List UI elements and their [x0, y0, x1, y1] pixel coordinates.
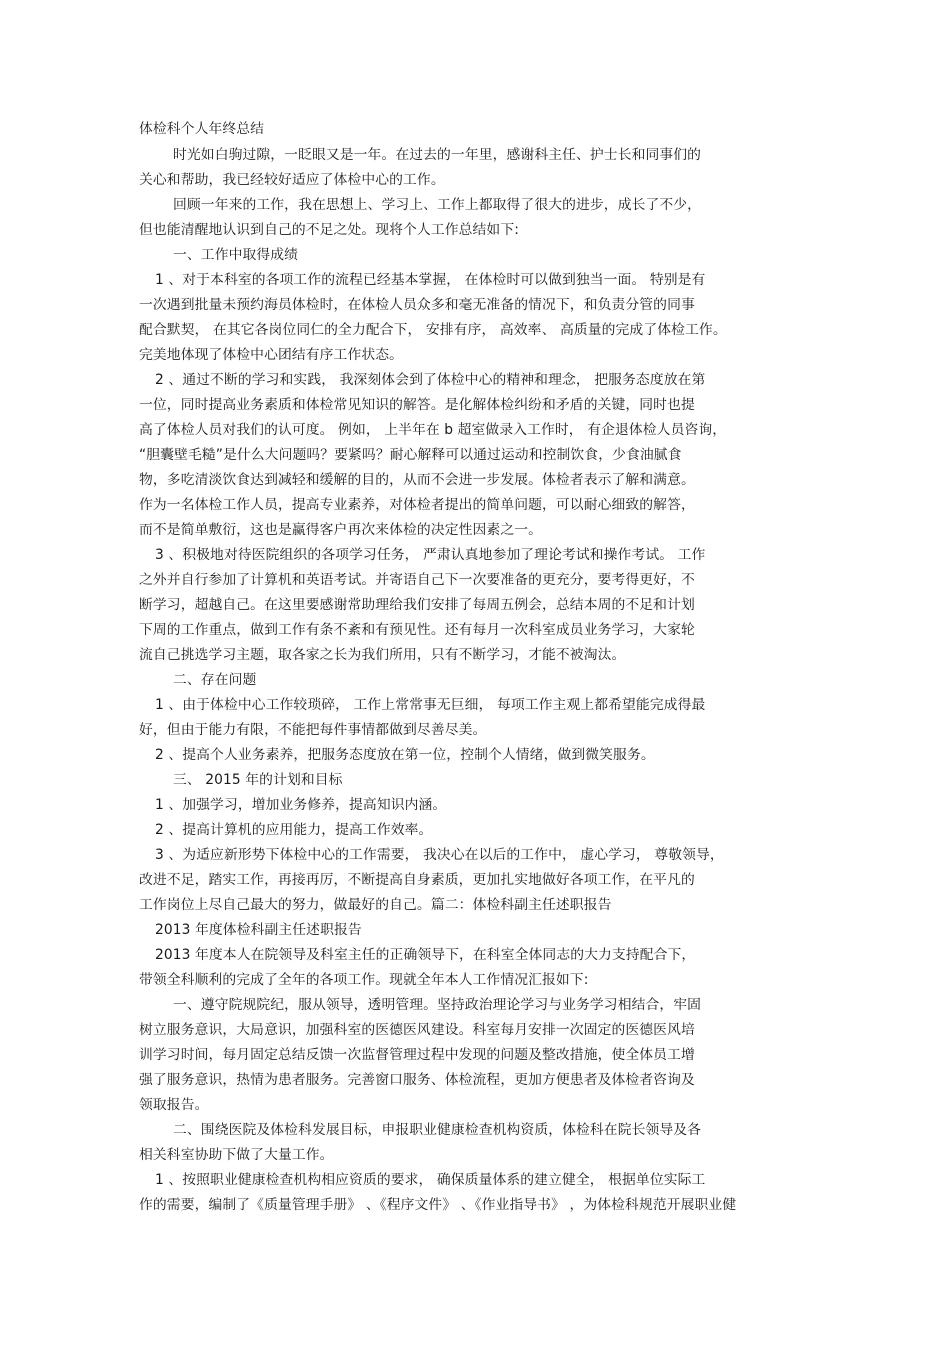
text-line: 二、围绕医院及体检科发展目标，申报职业健康检查机构资质，体检科在院长领导及各	[173, 1122, 702, 1138]
text-line: 完美地体现了体检中心团结有序工作状态。	[139, 347, 404, 363]
text-line: 作为一名体检工作人员，提高专业素养，对体检者提出的简单问题，可以耐心细致的解答，	[139, 497, 695, 513]
text-line: 关心和帮助，我已经较好适应了体检中心的工作。	[139, 172, 445, 188]
report-title: 2013 年度体检科副主任述职报告	[155, 922, 362, 938]
text-line: 配合默契， 在其它各岗位同仁的全力配合下， 安排有序， 高效率、 高质量的完成了体检工作。	[139, 322, 727, 338]
text-line: 作的需要，编制了《质量管理手册》 、《程序文件》 、《作业指导书》 ，为体检科规范开展职业健	[139, 1197, 737, 1213]
text-line: 一位，同时提高业务素质和体检常见知识的解答。是化解体检纠纷和矛盾的关键，同时也提	[139, 397, 695, 413]
text-line: 但也能清醒地认识到自己的不足之处。现将个人工作总结如下:	[139, 222, 519, 238]
document-title: 体检科个人年终总结	[139, 121, 265, 137]
text-line: 2 、提高个人业务素养，把服务态度放在第一位，控制个人情绪，做到微笑服务。	[155, 747, 655, 763]
text-line: 树立服务意识，大局意识，加强科室的医德医风建设。科室每月安排一次固定的医德医风培	[139, 1022, 695, 1038]
text-line: 物，多吃清淡饮食达到减轻和缓解的目的，从而不会进一步发展。体检者表示了解和满意。	[139, 472, 695, 488]
text-line: 下周的工作重点，做到工作有条不紊和有预见性。还有每月一次科室成员业务学习，大家轮	[139, 622, 695, 638]
text-line: 3 、为适应新形势下体检中心的工作需要， 我决心在以后的工作中， 虚心学习， 尊敬领导，	[155, 847, 724, 863]
text-line: 2 、提高计算机的应用能力，提高工作效率。	[155, 822, 433, 838]
text-line: “胆囊壁毛糙”是什么大问题吗？要紧吗？耐心解释可以通过运动和控制饮食，少食油腻食	[139, 447, 682, 463]
text-line: 1 、由于体检中心工作较琐碎， 工作上常常事无巨细， 每项工作主观上都希望能完成得最	[155, 697, 706, 713]
section-heading: 一、工作中取得成绩	[173, 247, 299, 263]
text-line: 高了体检人员对我们的认可度。 例如， 上半年在 b 超室做录入工作时， 有企退体检人员咨询，	[139, 422, 727, 438]
text-line: 2013 年度本人在院领导及科室主任的正确领导下，在科室全体同志的大力支持配合下，	[155, 947, 696, 963]
section-heading: 二、存在问题	[173, 672, 257, 688]
text-line: 1 、按照职业健康检查机构相应资质的要求， 确保质量体系的建立健全， 根据单位实际工	[155, 1172, 706, 1188]
text-line: 1 、对于本科室的各项工作的流程已经基本掌握， 在体检时可以做到独当一面。 特别是有	[155, 272, 706, 288]
text-line: 而不是简单敷衍，这也是赢得客户再次来体检的决定性因素之一。	[139, 522, 543, 538]
text-line: 训学习时间，每月固定总结反馈一次监督管理过程中发现的问题及整改措施，使全体员工增	[139, 1047, 695, 1063]
text-line: 回顾一年来的工作，我在思想上、学习上、工作上都取得了很大的进步，成长了不少，	[173, 197, 702, 213]
text-line: 带领全科顺利的完成了全年的各项工作。现就全年本人工作情况汇报如下:	[139, 972, 589, 988]
text-line: 好，但由于能力有限，不能把每件事情都做到尽善尽美。	[139, 722, 487, 738]
text-line: 1 、加强学习，增加业务修养，提高知识内涵。	[155, 797, 447, 813]
text-line: 之外并自行参加了计算机和英语考试。并寄语自己下一次要准备的更充分，要考得更好，不	[139, 572, 695, 588]
text-line: 一、遵守院规院纪，服从领导，透明管理。坚持政治理论学习与业务学习相结合，牢固	[173, 997, 702, 1013]
text-line: 一次遇到批量未预约海员体检时，在体检人员众多和毫无准备的情况下，和负责分管的同事	[139, 297, 695, 313]
text-line: 强了服务意识，热情为患者服务。完善窗口服务、体检流程，更加方便患者及体检者咨询及	[139, 1072, 695, 1088]
text-line: 2 、通过不断的学习和实践， 我深刻体会到了体检中心的精神和理念， 把服务态度放在第	[155, 372, 706, 388]
text-line: 领取报告。	[139, 1097, 209, 1113]
text-line: 3 、积极地对待医院组织的各项学习任务， 严肃认真地参加了理论考试和操作考试。 工作	[155, 547, 706, 563]
text-line: 断学习，超越自己。在这里要感谢常助理给我们安排了每周五例会，总结本周的不足和计划	[139, 597, 695, 613]
section-heading: 三、 2015 年的计划和目标	[173, 772, 343, 788]
text-line: 流自己挑选学习主题，取各家之长为我们所用，只有不断学习，才能不被淘汰。	[139, 647, 626, 663]
text-line: 改进不足，踏实工作，再接再厉，不断提高自身素质，更加扎实地做好各项工作，在平凡的	[139, 872, 695, 888]
text-line: 工作岗位上尽自己最大的努力，做最好的自己。篇二：体检科副主任述职报告	[139, 897, 612, 913]
text-line: 相关科室协助下做了大量工作。	[139, 1147, 334, 1163]
text-line: 时光如白驹过隙，一眨眼又是一年。在过去的一年里，感谢科主任、护士长和同事们的	[173, 147, 702, 163]
